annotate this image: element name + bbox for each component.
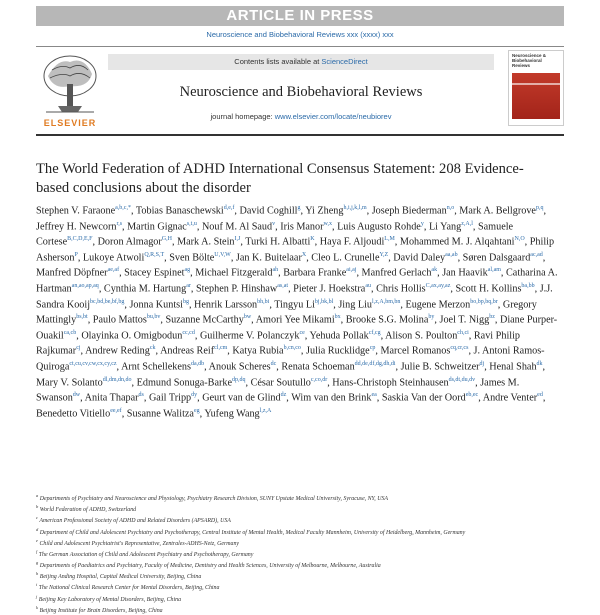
author-name[interactable]: Michael Fitzgerald <box>195 267 273 279</box>
author-name[interactable]: Haya F. Aljoudi <box>319 236 385 248</box>
author-name[interactable]: Chris Hollis <box>376 283 426 295</box>
affiliation-item <box>36 503 566 514</box>
author-name[interactable]: J. Antoni Ramos-Quiroga <box>36 345 545 373</box>
affiliation-text: Beijing Institute for Brain Disorders, Beijing, China <box>38 607 163 614</box>
sciencedirect-link[interactable]: ScienceDirect <box>321 57 368 66</box>
author-affiliation-markers[interactable]: d,e,f <box>223 205 235 211</box>
author-affiliation-markers[interactable]: ck <box>149 345 156 352</box>
author-name[interactable]: Hans-Christoph Steinhausen <box>332 376 449 388</box>
homepage-label: journal homepage: <box>210 112 275 121</box>
author-name[interactable]: Joseph Biederman <box>371 205 447 217</box>
author-name[interactable]: Saskia Van der Oord <box>381 392 466 404</box>
author-name[interactable]: Jonna Kuntsi <box>129 298 183 310</box>
author-name[interactable]: César Soutullo <box>250 376 311 388</box>
author-affiliation-markers[interactable]: bc,bd,be,bf,bg <box>90 298 125 305</box>
author-affiliation-markers[interactable]: b,cn,co <box>283 345 301 352</box>
author-name[interactable]: Anita Thapar <box>84 392 139 404</box>
author-name[interactable]: Olayinka O. Omigbodun <box>81 330 183 342</box>
author-name[interactable]: David Daley <box>393 252 446 264</box>
author-affiliation-markers[interactable]: ea <box>371 392 377 399</box>
author-name[interactable]: Geurt van de Glind <box>202 392 281 404</box>
author-name[interactable]: Samuele Cortese <box>36 220 514 248</box>
author-affiliation-markers[interactable]: ct,cu,cv,cw,cx,cy,cz <box>69 360 117 367</box>
author-name[interactable]: Manfred Döpfner <box>36 267 108 279</box>
author-name[interactable]: Cleo L. Crunelle <box>311 252 380 264</box>
author-affiliation-markers[interactable]: dd,de,df,dg,dh,di <box>354 360 396 367</box>
affiliation-marker: b <box>36 504 39 510</box>
author-name[interactable]: Catharina A. Hartman <box>36 267 558 295</box>
author-affiliation-markers[interactable]: B,C,D,E,F <box>67 236 93 243</box>
author-name[interactable]: Jing Liu <box>338 298 373 310</box>
affiliation-text: Department of Child and Adolescent Psychiatry and Psychotherapy, Central Institute of Mental Health, Medical Faculty Mannheim, University of Heidelberg, Mannheim, Germany <box>38 529 466 536</box>
author-affiliation-markers[interactable]: by <box>428 314 435 321</box>
author-affiliation-markers[interactable]: U,V,W <box>214 251 231 258</box>
author-name[interactable]: Martin Gignac <box>127 220 187 232</box>
affiliation-marker: a <box>36 493 39 498</box>
author-name[interactable]: Andreas Reif <box>160 345 215 357</box>
affiliation-item <box>36 559 566 570</box>
author-affiliation-markers[interactable]: bw <box>243 314 252 321</box>
author-affiliation-markers[interactable]: cj <box>76 345 81 352</box>
journal-cover-image <box>508 50 564 126</box>
cover-artwork <box>512 73 560 119</box>
affiliation-marker: h <box>36 571 39 577</box>
author-affiliation-markers[interactable]: l,z,A,bm,bn <box>372 298 401 305</box>
author-name[interactable]: Julia Rucklidge <box>306 345 370 357</box>
author-affiliation-markers[interactable]: da,db <box>190 360 205 367</box>
author-affiliation-markers[interactable]: dc <box>270 360 277 367</box>
author-name[interactable]: J.J. Sandra Kooij <box>36 283 553 310</box>
article-in-press-banner: ARTICLE IN PRESS <box>36 6 564 26</box>
author-name[interactable]: Søren Dalsgaard <box>462 252 531 264</box>
affiliation-item <box>36 604 566 615</box>
author-name[interactable]: Mohammed M. J. Alqahtani <box>399 236 515 248</box>
author-name[interactable]: Brooke S.G. Molina <box>345 314 429 326</box>
contents-bar <box>108 54 494 70</box>
author-name[interactable]: Cynthia M. Hartung <box>103 283 187 295</box>
author-affiliation-markers[interactable]: dk <box>536 360 543 367</box>
author-name[interactable]: Scott H. Kollins <box>455 283 522 295</box>
author-name[interactable]: Stacey Espinet <box>124 267 185 279</box>
author-affiliation-markers[interactable]: Y,Z <box>379 251 389 258</box>
author-affiliation-markers[interactable]: bh,bi <box>257 298 270 305</box>
author-affiliation-markers[interactable]: v <box>272 220 276 227</box>
author-affiliation-markers[interactable]: ed <box>537 392 543 399</box>
author-affiliation-markers[interactable]: dp,dq <box>232 376 246 383</box>
author-affiliation-markers[interactable]: dw <box>72 392 81 399</box>
author-name[interactable]: Henal Shah <box>489 361 537 373</box>
author-affiliation-markers[interactable]: ag <box>184 267 191 274</box>
affiliation-text: The German Association of Child and Adolescent Psychiatry and Psychotherapy, Germany <box>37 551 254 558</box>
author-name[interactable]: Diane Purper-Ouakil <box>36 314 558 342</box>
author-affiliation-markers[interactable]: ac,ad <box>530 251 543 258</box>
author-name[interactable]: Anouk Scheres <box>208 361 271 373</box>
author-affiliation-markers[interactable]: p,q <box>535 205 544 211</box>
author-list: Stephen V. Faraone$^{a,b,c,*}$, Tobias Banaschewski$^{d,e,f}$, David Coghill$^g$, Yi Zheng$^{h,i,j,k,l,m}$, Joseph Biederman$^{n,o}$, Mark A. Bellgrove$^{p,q}$, Jeffrey H. Newcorn$^{r,s}$, Martin Gignac$^{s,t,u}$, Nouf M. Al Saud$^v$, Iris Manor$^{w,x}$, Luis Augusto Rohde$^y$, Li Yang$^{z,A,l}$, Samuele Cortese$^{B,C,D,E,F}$, Doron Almagor$^{G,H}$, Mark A. Stein$^{I,J}$, Turki H. Albatti$^K$, Haya F. Aljoudi$^{L,M}$, Mohammed M. J. Alqahtani$^{N,O}$, Philip Asherson$^P$, Lukoye Atwoli$^{Q,R,S,T}$, Sven Bölte$^{U,V,W}$, Jan K. Buitelaar$^X$, Cleo L. Crunelle$^{Y,Z}$, David Daley$^{aa,ab}$, Søren Dalsgaard$^{ac,ad}$, Manfred Döpfner$^{ae,af}$, Stacey Espinet$^{ag}$, Michael Fitzgerald$^{ah}$, Barbara Franke$^{ai,aj}$, Manfred Gerlach$^{ak}$, Jan Haavik$^{al,am}$, Catharina A. Hartman$^{an,ao,ap,aq}$, Cynthia M. Hartung$^{ar}$, Stephen P. Hinshaw$^{as,at}$, Pieter J. Hoekstra$^{au}$, Chris Hollis$^{C,ax,ay,az}$, Scott H. Kollins$^{ba,bb}$, J.J. Sandra Kooij$^{bc,bd,be,bf,bg}$, Jonna Kuntsi$^{bg}$, Henrik Larsson$^{bh,bi}$, Tingyu $Li^{bj,bk,bl}$, Jing Liu$^{l,z,A,bm,bn}$, Eugene Merzon$^{bo,bp,bq,br}$, Gregory Mattingly$^{bs,bt}$, Paulo Mattos$^{bu,bv}$, Suzanne McCarthy$^{bw}$, Amori Yee Mikami$^{bx}$, Brooke S.G. Molina$^{by}$, Joel T. Nigg$^{bz}$, Diane Purper-Ouakil$^{ca,cb}$, Olayinka O. Omigbodun$^{cc,cd}$, Guilherme V. Polanczyk$^{ce}$, Yehuda Pollak$^{cf,cg}$, Alison S. Poulton$^{ch,ci}$, Ravi Philip Rajkumar$^{cj}$, Andrew Reding$^{ck}$, Andreas Reif$^{cl,cm}$, Katya Rubia$^{b,cn,co}$, Julia Rucklidge$^{cp}$, Marcel Romanos$^{cq,cr,cs}$, J. Antoni Ramos-Quiroga$^{ct,cu,cv,cw,cx,cy,cz}$, Arnt Schellekens$^{da,db}$, Anouk Scheres$^{dc}$, Renata Schoeman$^{dd,de,df,dg,dh,di}$, Julie B. Schweitzer$^{dj}$, Henal Shah$^{dk}$, Mary V. Solanto$^{dl,dm,dn,do}$, Edmund Sonuga-Barke$^{dp,dq}$, César Soutullo$^{c,co,dr}$, Hans-Christoph Steinhausen$^{ds,dt,du,dv}$, James M. Swanson$^{dw}$, Anita Thapar$^{ds}$, Gail Tripp$^{dy}$, Geurt van de Glind$^{dz}$, Wim van den Brink$^{ea}$, Saskia Van der Oord$^{eb,ec}$, Andre Venter$^{ed}$, Benedetto Vitiello$^{ee,ef}$, Susanne Walitza$^{eg}$, Yufeng Wang$^{l,z,A}$ <box>36 205 558 420</box>
affiliation-marker: k <box>36 604 38 610</box>
author-name[interactable]: Philip Asherson <box>36 236 555 264</box>
author-name[interactable]: Yufeng Wang <box>204 408 260 420</box>
affiliation-marker: c <box>36 515 38 521</box>
author-name[interactable]: Renata Schoeman <box>281 361 355 373</box>
affiliation-item <box>36 526 566 537</box>
author-name[interactable]: Tingyu Li <box>274 298 315 310</box>
author-affiliation-markers[interactable]: dj <box>479 360 485 367</box>
affiliation-marker: g <box>36 560 39 566</box>
author-affiliation-markers[interactable]: cf,cg <box>368 329 381 336</box>
author-name[interactable]: Andrew Reding <box>85 345 150 357</box>
affiliation-text: World Federation of ADHD, Switzerland <box>38 507 137 514</box>
author-affiliation-markers[interactable]: ce <box>299 329 305 336</box>
author-affiliation-markers[interactable]: l,z,A <box>259 407 272 414</box>
author-name[interactable]: Eugene Merzon <box>405 298 471 310</box>
journal-homepage <box>108 112 494 121</box>
author-affiliation-markers[interactable]: r,s <box>116 220 123 227</box>
author-name[interactable]: Tobias Banaschewski <box>135 205 224 217</box>
author-affiliation-markers[interactable]: as,at <box>277 282 289 289</box>
author-name[interactable]: Paulo Mattos <box>92 314 147 326</box>
author-affiliation-markers[interactable]: n,o <box>446 205 455 211</box>
author-name[interactable]: Katya Rubia <box>232 345 284 357</box>
author-name[interactable]: Sven Bölte <box>169 252 215 264</box>
author-affiliation-markers[interactable]: cp <box>369 345 376 352</box>
author-name[interactable]: Yi Zheng <box>305 205 344 217</box>
affiliation-marker: j <box>36 593 38 599</box>
author-name[interactable]: Mark A. Bellgrove <box>459 205 536 217</box>
author-name[interactable]: Gregory Mattingly <box>36 298 537 326</box>
author-affiliation-markers[interactable]: ba,bb <box>521 282 535 289</box>
author-affiliation-markers[interactable]: ds <box>138 392 144 399</box>
author-name[interactable]: Mark A. Stein <box>177 236 235 248</box>
author-name[interactable]: Stephen V. Faraone <box>36 205 116 217</box>
author-name[interactable]: Suzanne McCarthy <box>165 314 244 326</box>
author-name[interactable]: Jeffrey H. Newcorn <box>36 220 117 232</box>
author-affiliation-markers[interactable]: ar <box>186 282 191 289</box>
author-name[interactable]: Turki H. Albatti <box>245 236 311 248</box>
elsevier-tree-logo <box>38 52 102 128</box>
affiliation-text: Beijing Anding Hospital, Capital Medical University, Beijing, China <box>38 574 202 581</box>
author-affiliation-markers[interactable]: bz <box>489 314 495 321</box>
affiliation-item <box>36 570 566 581</box>
cover-title: Neuroscience & Biobehavioral Reviews <box>512 53 547 68</box>
author-affiliation-markers[interactable]: dl,dm,dn,do <box>102 376 132 383</box>
author-name[interactable]: Edmund Sonuga-Barke <box>136 376 232 388</box>
author-name[interactable]: Barbara Franke <box>283 267 347 279</box>
affiliation-list <box>36 492 566 615</box>
author-affiliation-markers[interactable]: eb,ec <box>465 392 479 399</box>
author-affiliation-markers[interactable]: an,ao,ap,aq <box>71 282 99 289</box>
elsevier-wordmark: ELSEVIER <box>43 118 97 128</box>
author-name[interactable]: Jan Haavik <box>442 267 488 279</box>
affiliation-text: Departments of Psychiatry and Neuroscience and Physiology, Psychiatry Research Division, SUNY Upstate Medical University, Syracuse, NY, USA <box>38 495 389 502</box>
affiliation-item <box>36 581 566 592</box>
author-name[interactable]: Stephen P. Hinshaw <box>196 283 278 295</box>
contents-prefix: Contents lists available at <box>234 57 322 66</box>
affiliation-item <box>36 514 566 525</box>
author-name[interactable]: Yehuda Pollak <box>309 330 369 342</box>
author-affiliation-markers[interactable]: X <box>301 251 307 258</box>
author-name[interactable]: Marcel Romanos <box>380 345 451 357</box>
header-bottom-rule <box>36 134 564 136</box>
author-name[interactable]: Julie B. Schweitzer <box>400 361 480 373</box>
author-name[interactable]: Andre Venter <box>482 392 538 404</box>
author-affiliation-markers[interactable]: ai,aj <box>346 267 357 274</box>
author-name[interactable]: Mary V. Solanto <box>36 376 103 388</box>
affiliation-marker: i <box>36 582 38 588</box>
author-affiliation-markers[interactable]: c,co,dr <box>310 376 328 383</box>
homepage-link[interactable]: www.elsevier.com/locate/neubiorev <box>274 112 392 121</box>
author-affiliation-markers[interactable]: ch,ci <box>457 329 469 336</box>
author-name[interactable]: Joel T. Nigg <box>439 314 490 326</box>
affiliation-marker: f <box>36 548 38 554</box>
author-name[interactable]: Gail Tripp <box>148 392 192 404</box>
journal-header-box <box>108 54 494 130</box>
author-affiliation-markers[interactable]: bg <box>182 298 189 305</box>
author-name[interactable]: James M. Swanson <box>36 376 520 404</box>
author-name[interactable]: Ravi Philip Rajkumar <box>36 330 521 357</box>
author-affiliation-markers[interactable]: y <box>420 220 424 227</box>
author-name[interactable]: Luis Augusto Rohde <box>337 220 421 232</box>
author-name[interactable]: Wim van den Brink <box>291 392 372 404</box>
author-affiliation-markers[interactable]: bs,bt <box>76 314 88 321</box>
author-affiliation-markers[interactable]: w,x <box>323 220 332 227</box>
affiliation-text: Beijing Key Laboratory of Mental Disorders, Beijing, China <box>37 596 182 603</box>
author-affiliation-markers[interactable]: bx <box>334 314 341 321</box>
affiliation-item <box>36 492 566 503</box>
author-name[interactable]: Amori Yee Mikami <box>255 314 335 326</box>
author-affiliation-markers[interactable]: s,t,u <box>186 220 197 227</box>
author-name[interactable]: Susanne Walitza <box>126 408 194 420</box>
author-affiliation-markers[interactable]: N,O <box>514 236 525 243</box>
author-affiliation-markers[interactable]: P <box>74 251 78 258</box>
author-name[interactable]: Pieter J. Hoekstra <box>293 283 366 295</box>
affiliation-marker: e <box>36 537 38 543</box>
affiliation-text: American Professional Society of ADHD and Related Disorders (APSARD), USA <box>38 518 231 525</box>
author-affiliation-markers[interactable]: Q,R,S,T <box>144 251 165 258</box>
affiliation-item <box>36 548 566 559</box>
author-affiliation-markers[interactable]: K <box>310 236 315 243</box>
author-affiliation-markers[interactable]: dy <box>191 392 198 399</box>
author-affiliation-markers[interactable]: a,b,c,* <box>115 205 131 211</box>
author-name[interactable]: Henrik Larsson <box>194 298 258 310</box>
author-name[interactable]: Arnt Schellekens <box>121 361 191 373</box>
author-affiliation-markers[interactable]: bo,bp,bq,br <box>470 298 498 305</box>
author-affiliation-markers[interactable]: eg <box>193 407 200 414</box>
author-affiliation-markers[interactable]: ee,ef <box>110 407 122 414</box>
journal-reference[interactable]: Neuroscience and Biobehavioral Reviews xxx (xxxx) xxx <box>206 30 394 39</box>
author-name[interactable]: Iris Manor <box>280 220 324 232</box>
author-affiliation-markers[interactable]: L,M <box>384 236 395 243</box>
author-affiliation-markers[interactable]: ah <box>272 267 279 274</box>
author-affiliation-markers[interactable]: aa,ab <box>445 251 458 258</box>
author-affiliation-markers[interactable]: ds,dt,du,dv <box>448 376 476 383</box>
author-name[interactable]: Guilherme V. Polanczyk <box>199 330 300 342</box>
author-affiliation-markers[interactable]: au <box>365 282 371 289</box>
author-name[interactable]: David Coghill <box>239 205 298 217</box>
affiliation-text: The National Clinical Research Center for Mental Disorders, Beijing, China <box>37 585 220 592</box>
affiliation-text: Departments of Paediatrics and Psychiatry, Faculty of Medicine, Dentistry and Health Sciences, University of Melbourne, Melbourne, Australia <box>38 563 381 569</box>
author-affiliation-markers[interactable]: cq,cr,cs <box>450 345 469 352</box>
author-name[interactable]: Li Yang <box>428 220 462 232</box>
author-affiliation-markers[interactable]: g <box>297 205 301 211</box>
author-name[interactable]: Jan K. Buitelaar <box>235 252 302 264</box>
author-affiliation-markers[interactable]: dz <box>280 392 287 399</box>
journal-title: Neuroscience and Biobehavioral Reviews <box>179 84 423 100</box>
article-title: The World Federation of ADHD International Consensus Statement: 208 Evidence-based conclusions about the disorder <box>36 161 524 196</box>
author-affiliation-markers[interactable]: ae,af <box>107 267 120 274</box>
affiliation-text: Child and Adolescent Psychiatrist's Representative, Zentrales-ADHS-Netz, Germany <box>38 540 240 547</box>
author-affiliation-markers[interactable]: C,ax,ay,az <box>425 282 451 289</box>
author-affiliation-markers[interactable]: ca,cb <box>63 329 77 336</box>
author-name[interactable]: Manfred Gerlach <box>361 267 432 279</box>
affiliation-marker: d <box>36 526 39 532</box>
author-affiliation-markers[interactable]: bu,bv <box>146 314 161 321</box>
header-top-rule <box>36 46 564 47</box>
author-affiliation-markers[interactable]: ak <box>431 267 438 274</box>
author-affiliation-markers[interactable]: bj,bk,bl <box>314 298 334 305</box>
author-affiliation-markers[interactable]: cl,cm <box>214 345 228 352</box>
author-name[interactable]: Doron Almagor <box>97 236 162 248</box>
author-name[interactable]: Benedetto Vitiello <box>36 408 111 420</box>
author-affiliation-markers[interactable]: G,H <box>161 236 172 243</box>
author-name[interactable]: Nouf M. Al Saud <box>201 220 273 232</box>
author-affiliation-markers[interactable]: z,A,l <box>461 220 473 227</box>
author-name[interactable]: Lukoye Atwoli <box>82 252 145 264</box>
author-affiliation-markers[interactable]: al,am <box>487 267 501 274</box>
author-affiliation-markers[interactable]: cc,cd <box>182 329 195 336</box>
author-affiliation-markers[interactable]: h,i,j,k,l,m <box>343 205 367 211</box>
affiliation-item <box>36 593 566 604</box>
author-affiliation-markers[interactable]: I,J <box>234 236 241 243</box>
affiliation-item <box>36 537 566 548</box>
author-name[interactable]: Alison S. Poulton <box>385 330 458 342</box>
